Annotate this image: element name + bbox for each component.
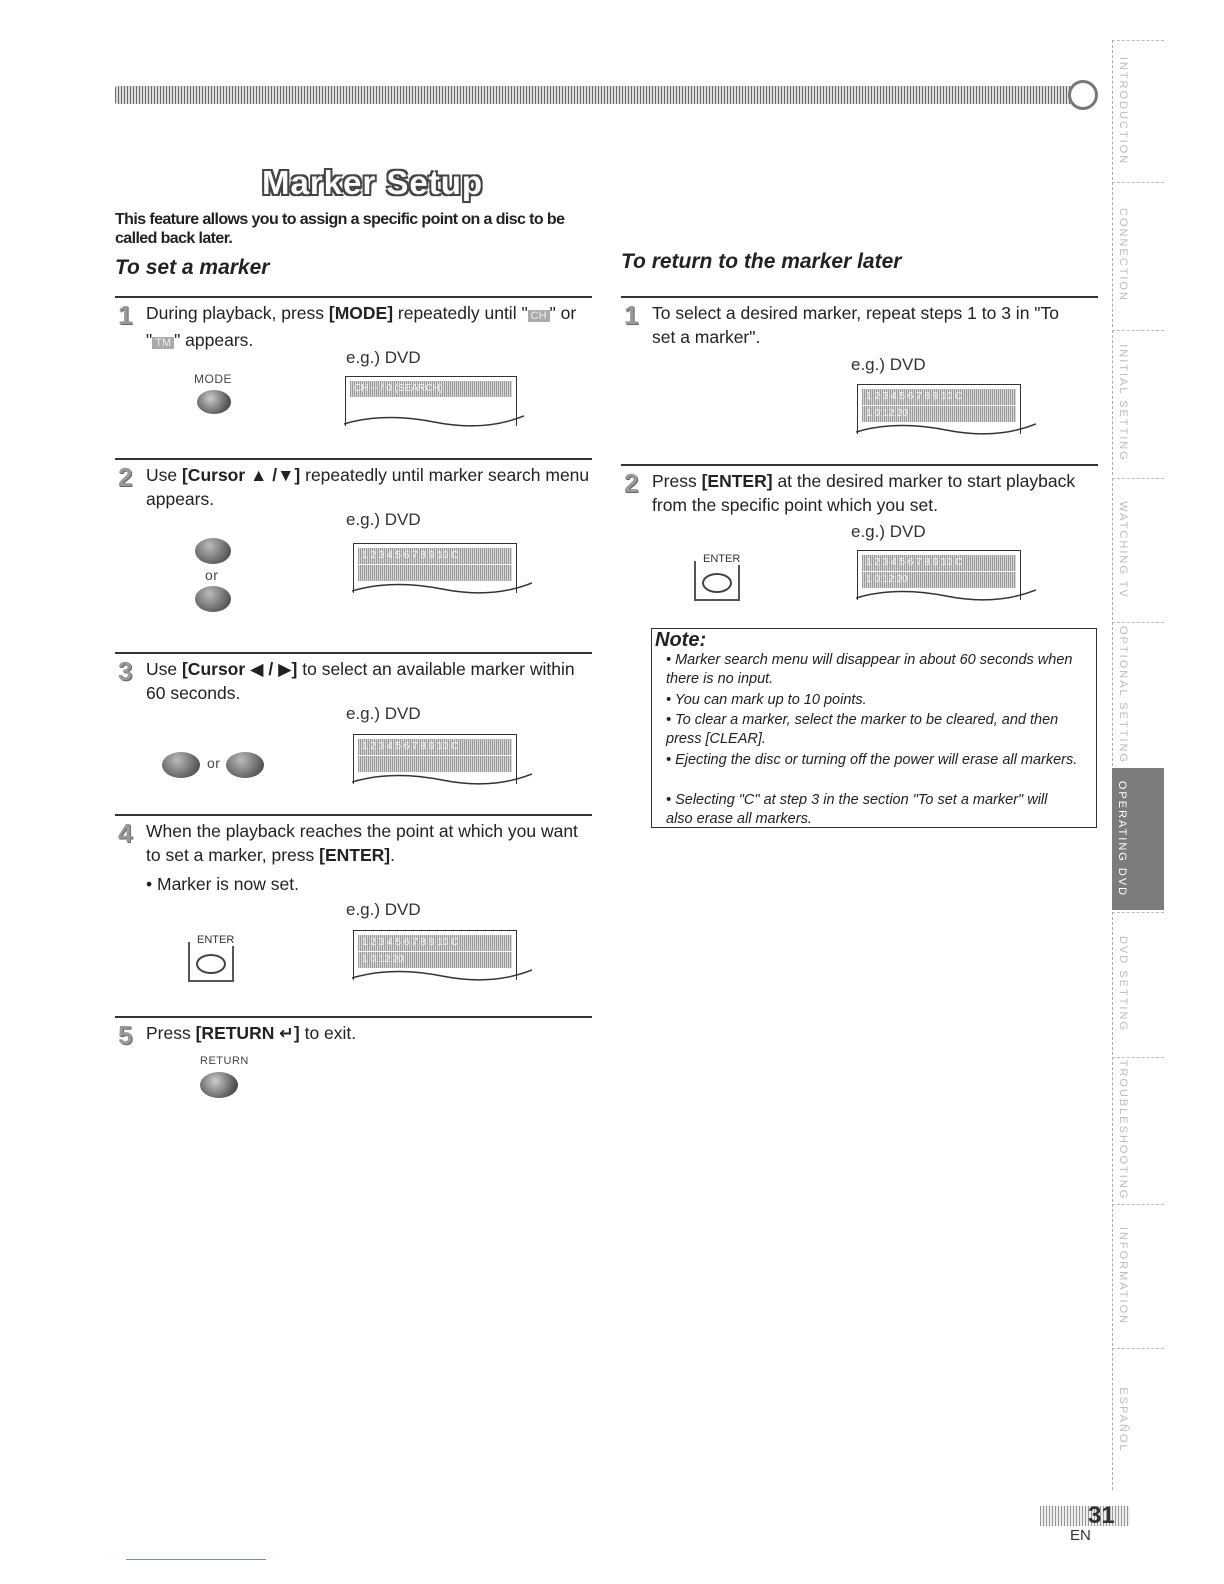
step-rule xyxy=(621,464,1098,466)
osd-line: 1 2 3 4 5 6 7 8 9 10 C xyxy=(358,935,512,951)
remote-label: RETURN xyxy=(200,1055,249,1067)
step-rule xyxy=(115,458,592,460)
osd-line: 1 0:12:20 xyxy=(358,952,512,968)
osd-line: 1 0:12:20 xyxy=(862,406,1016,422)
step-text: To select a desired marker, repeat steps 1 to 3 in "To set a marker". xyxy=(652,303,1059,347)
example-label: e.g.) DVD xyxy=(346,900,421,919)
example-label: e.g.) DVD xyxy=(346,704,421,723)
note-item: • Marker search menu will disappear in about 60 seconds when there is no input. xyxy=(666,652,1073,687)
side-tab-optional-setting[interactable]: OPTIONAL SETTING xyxy=(1112,622,1164,766)
cursor-right-icon xyxy=(226,752,264,778)
remote-label: ENTER xyxy=(197,934,235,946)
page-number-bar xyxy=(1040,1506,1130,1526)
language-code: EN xyxy=(1070,1527,1091,1544)
side-tab-initial-setting[interactable]: INITIAL SETTING xyxy=(1112,330,1164,475)
return-button-icon xyxy=(200,1072,238,1098)
osd-line: CH -- / 0 (SEARCH) xyxy=(350,381,512,397)
intro-text: This feature allows you to assign a specific point on a disc to be called back later. xyxy=(115,211,565,247)
step-number: 1 xyxy=(118,300,133,330)
note-item: • You can mark up to 10 points. xyxy=(666,692,867,708)
example-label: e.g.) DVD xyxy=(346,510,421,529)
step-rule xyxy=(115,296,592,298)
or-label: or xyxy=(207,755,221,771)
or-label: or xyxy=(205,567,219,583)
osd-screen xyxy=(857,384,1021,434)
note-box xyxy=(651,628,1097,828)
cursor-down-icon xyxy=(195,586,231,612)
step-number: 5 xyxy=(118,1020,133,1050)
osd-line: 1 2 3 4 5 6 7 8 9 10 C xyxy=(862,389,1016,405)
step-text: Press [ENTER] at the desired marker to start playback from the specific point which you set. xyxy=(652,471,1076,515)
header-bar xyxy=(115,86,1075,104)
step-rule xyxy=(621,296,1098,298)
header-circle xyxy=(1068,80,1098,110)
note-item: • To clear a marker, select the marker to be cleared, and then press [CLEAR]. xyxy=(666,712,1059,747)
page-title: Marker Setup xyxy=(262,164,484,201)
side-tab-dvd-setting[interactable]: DVD SETTING xyxy=(1112,912,1164,1055)
step-rule xyxy=(115,814,592,816)
side-tab-introduction[interactable]: INTRODUCTION xyxy=(1112,40,1164,180)
osd-line xyxy=(358,756,512,772)
left-heading: To set a marker xyxy=(115,256,270,279)
step-subtext: • Marker is now set. xyxy=(146,874,299,894)
osd-screen xyxy=(345,376,517,426)
step-rule xyxy=(115,1016,592,1018)
tm-icon: TM xyxy=(152,337,174,349)
step-number: 3 xyxy=(118,656,133,686)
example-label: e.g.) DVD xyxy=(851,522,926,541)
step-number: 2 xyxy=(118,462,133,492)
mode-button-icon xyxy=(197,390,231,414)
note-title: Note: xyxy=(655,629,707,651)
cursor-up-icon xyxy=(195,538,231,564)
step-number: 1 xyxy=(624,300,639,330)
side-tab-espanol[interactable]: ESPAÑOL xyxy=(1112,1348,1164,1490)
bottom-line xyxy=(126,1559,266,1560)
side-tab-information[interactable]: INFORMATION xyxy=(1112,1204,1164,1346)
osd-screen xyxy=(353,930,517,980)
right-heading: To return to the marker later xyxy=(621,250,902,273)
side-tab-connection[interactable]: CONNECTION xyxy=(1112,182,1164,327)
step-rule xyxy=(115,652,592,654)
osd-screen xyxy=(353,543,517,593)
step-text: Use [Cursor ▲ /▼] repeatedly until marker search menu appears. xyxy=(146,465,590,509)
osd-line xyxy=(358,565,512,581)
remote-label: MODE xyxy=(194,372,232,386)
example-label: e.g.) DVD xyxy=(851,355,926,374)
osd-line: 1 0:12:20 xyxy=(862,572,1016,588)
step-text: Press [RETURN ↵] to exit. xyxy=(146,1023,357,1043)
step-text: During playback, press [MODE] repeatedly until " CH " or " TM " appears. xyxy=(146,303,577,350)
osd-line: 1 2 3 4 5 6 7 8 9 10 C xyxy=(358,548,512,564)
remote-label: ENTER xyxy=(703,553,741,565)
enter-button-icon xyxy=(196,954,226,974)
step-text: When the playback reaches the point at which you want to set a marker, press [ENTER]. xyxy=(146,821,578,865)
side-tab-troubleshooting[interactable]: TROUBLESHOOTING xyxy=(1112,1057,1164,1202)
osd-line: 1 2 3 4 5 6 7 8 9 10 C xyxy=(358,739,512,755)
osd-screen xyxy=(353,734,517,784)
osd-screen xyxy=(857,550,1021,600)
note-item: • Selecting "C" at step 3 in the section "To set a marker" will also erase all markers. xyxy=(666,792,1048,827)
step-number: 2 xyxy=(624,468,639,498)
step-text: Use [Cursor ◀ / ▶] to select an available marker within 60 seconds. xyxy=(146,659,575,703)
side-tab-operating-dvd[interactable]: OPERATING DVD xyxy=(1112,768,1164,910)
cursor-left-icon xyxy=(162,752,200,778)
side-tab-watching-tv[interactable]: WATCHING TV xyxy=(1112,478,1164,620)
example-label: e.g.) DVD xyxy=(346,348,421,367)
note-item: • Ejecting the disc or turning off the power will erase all markers. xyxy=(666,752,1078,768)
step-number: 4 xyxy=(118,818,133,848)
enter-button-icon xyxy=(702,573,732,593)
osd-line: 1 2 3 4 5 6 7 8 9 10 C xyxy=(862,555,1016,571)
ch-icon: CH xyxy=(528,310,550,322)
page-number: 31 xyxy=(1088,1502,1115,1529)
